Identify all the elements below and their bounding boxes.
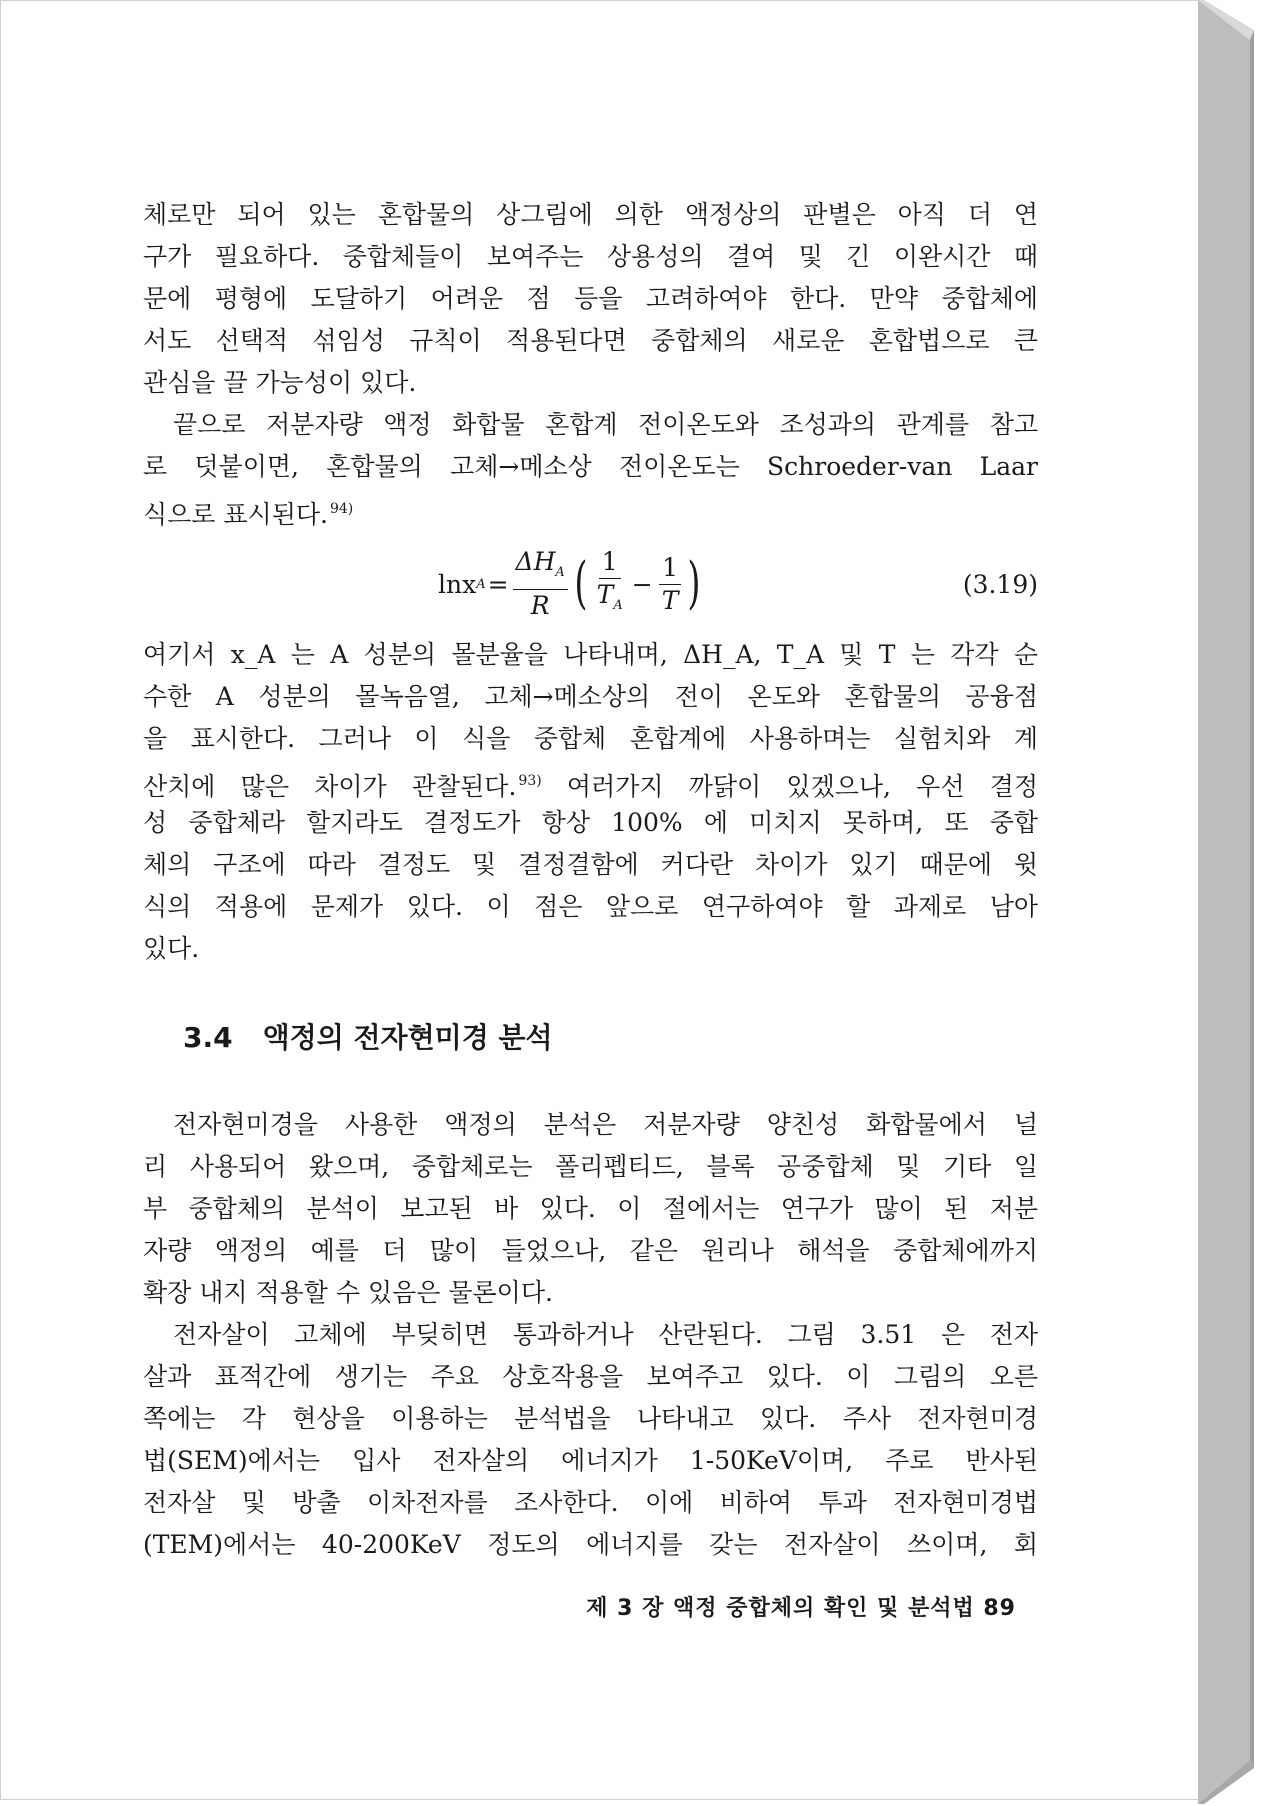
text-line: 여기서 x_A 는 A 성분의 몰분율을 나타내며, ΔH_A, T_A 및 T 는 각각 순 [143,640,1038,669]
page-content [143,194,1038,1566]
eq-frac1-num-text: ΔH [515,547,556,576]
text-line: 수한 A 성분의 몰녹음열, 고체→메소상의 전이 온도와 혼합물의 공융점 [143,682,1038,711]
eq-fraction-2 [594,546,626,622]
footnote-ref: 94) [329,501,354,517]
equation-number: (3.19) [962,569,1038,599]
eq-lhs-sub: A [476,576,486,592]
text-span: 산치에 많은 차이가 관찰된다. [143,772,517,801]
eq-fraction-1 [513,546,568,622]
eq-frac1-num-sub: A [555,565,565,580]
eq-fraction-3 [659,552,682,617]
text-line: 문에 평형에 도달하기 어려운 점 등을 고려하여야 한다. 만약 중합체에 [143,284,1038,313]
section-number: 3.4 [183,1021,233,1054]
paragraph-1 [143,194,1038,404]
text-line: 전자현미경을 사용한 액정의 분석은 저분자량 양친성 화합물에서 널 [173,1110,1038,1139]
book-side-edge [1198,0,1270,1804]
text-line: 법(SEM)에서는 입사 전자살의 에너지가 1-50KeV이며, 주로 반사된 [143,1446,1038,1475]
eq-frac1-den [528,590,553,622]
text-line: 전자살이 고체에 부딪히면 통과하거나 산란된다. 그림 3.51 은 전자 [173,1320,1038,1349]
footnote-ref: 93) [518,773,542,789]
page-footer: 제 3 장 액정 중합체의 확인 및 분석법 89 [586,1596,1016,1621]
text-line: 구가 필요하다. 중합체들이 보여주는 상용성의 결여 및 긴 이완시간 때 [143,242,1038,271]
book-edge-graphic [1198,0,1270,1804]
section-heading [183,1018,1038,1058]
text-line: 관심을 끌 가능성이 있다. [143,368,417,397]
text-line: 체로만 되어 있는 혼합물의 상그림에 의한 액정상의 판별은 아직 더 연 [143,200,1038,229]
eq-frac2-den [594,579,626,622]
text-line: 을 표시한다. 그러나 이 식을 중합체 혼합계에 사용하며는 실험치와 계 [143,724,1038,753]
text-line: 전자살 및 방출 이차전자를 조사한다. 이에 비하여 투과 전자현미경법 [143,1488,1038,1517]
paragraph-2 [143,404,1038,530]
text-span: 식으로 표시된다. [143,500,328,529]
paragraph-3 [143,634,1038,970]
equation-body [438,542,705,626]
text-line [143,760,1038,802]
text-line: 성 중합체라 할지라도 결정도가 항상 100% 에 미치지 못하며, 또 중합 [143,808,1038,837]
text-line: 로 덧붙이면, 혼합물의 고체→메소상 전이온도는 Schroeder-van Laar [143,452,1038,481]
text-line: (TEM)에서는 40-200KeV 정도의 에너지를 갖는 전자살이 쓰이며, 회 [143,1530,1038,1559]
text-line: 확장 내지 적용할 수 있음은 물론이다. [143,1278,553,1307]
text-line: 자량 액정의 예를 더 많이 들었으나, 같은 원리나 해석을 중합체에까지 [143,1236,1038,1265]
text-line: 쪽에는 각 현상을 이용하는 분석법을 나타내고 있다. 주사 전자현미경 [143,1404,1038,1433]
eq-frac1-num [513,546,568,590]
eq-frac1-den-text: R [530,591,550,620]
eq-frac3-num: 1 [659,552,681,585]
equation-3-19 [143,542,1038,626]
left-paren: ( [574,551,588,616]
eq-frac2-den-sub: A [613,598,623,613]
eq-frac2-num: 1 [599,546,621,579]
paragraph-5 [143,1314,1038,1566]
eq-lhs: lnx [438,569,477,599]
eq-frac2-den-text: T [596,580,614,609]
text-line: 있다. [143,934,200,963]
text-line: 체의 구조에 따라 결정도 및 결정결함에 커다란 차이가 있기 때문에 윗 [143,850,1038,879]
text-line: 식의 적용에 문제가 있다. 이 점은 앞으로 연구하여야 할 과제로 남아 [143,892,1038,921]
text-line: 끝으로 저분자량 액정 화합물 혼합계 전이온도와 조성과의 관계를 참고 [173,410,1038,439]
eq-frac3-den-text: T [661,585,679,615]
text-line: 살과 표적간에 생기는 주요 상호작용을 보여주고 있다. 이 그림의 오른 [143,1362,1038,1391]
text-line: 부 중합체의 분석이 보고된 바 있다. 이 절에서는 연구가 많이 된 저분 [143,1194,1038,1223]
right-paren: ) [687,551,701,616]
eq-equals: = [487,569,509,599]
paragraph-4 [143,1104,1038,1314]
eq-minus: − [631,569,653,599]
eq-frac3-den [659,585,682,617]
text-span: 여러가지 까닭이 있겠으나, 우선 결정 [541,772,1039,801]
text-line: 리 사용되어 왔으며, 중합체로는 폴리펩티드, 블록 공중합체 및 기타 일 [143,1152,1038,1181]
text-line: 서도 선택적 섞임성 규칙이 적용된다면 중합체의 새로운 혼합법으로 큰 [143,326,1038,355]
section-title: 액정의 전자현미경 분석 [262,1021,553,1054]
text-line [143,488,1038,530]
